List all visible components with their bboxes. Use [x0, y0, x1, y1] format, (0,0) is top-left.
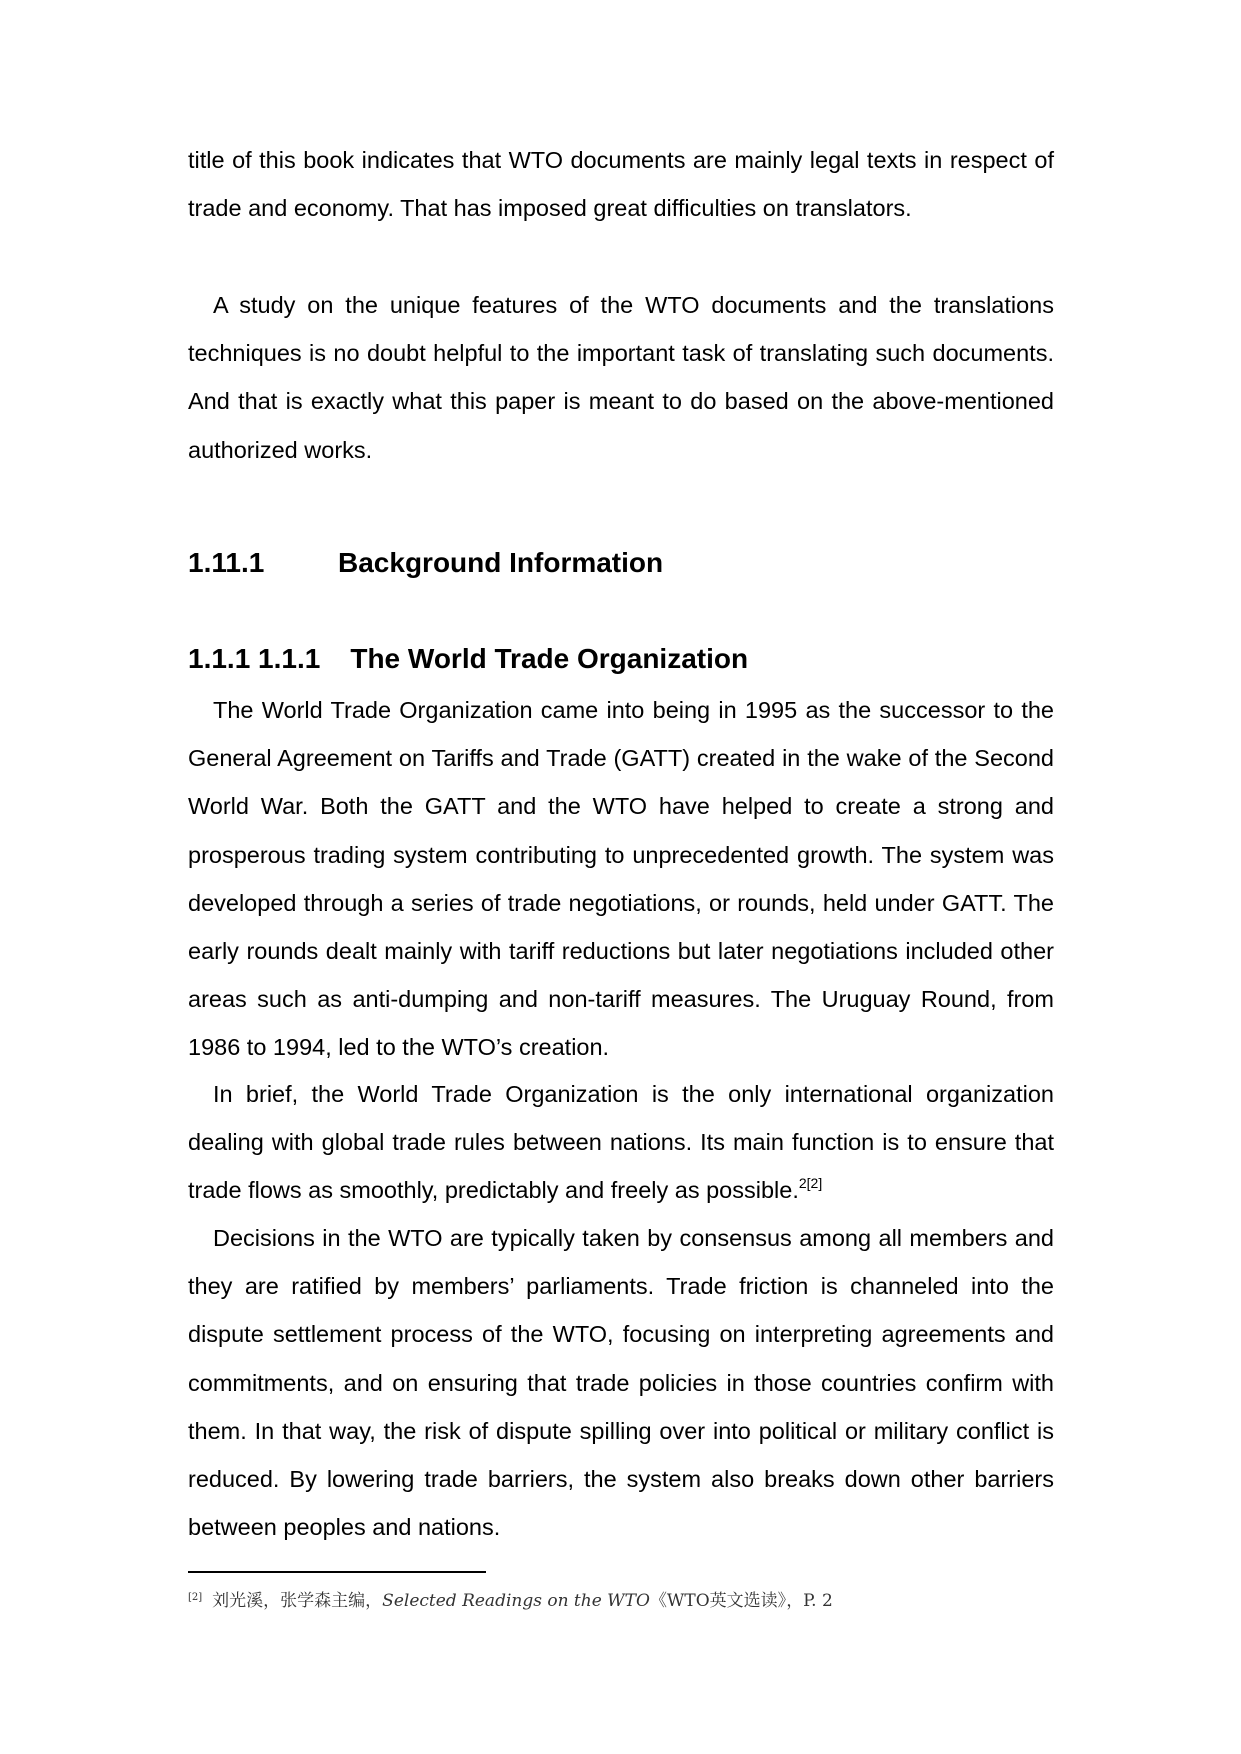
paragraph-intro-continued: [188, 136, 1054, 232]
paragraph-wto-brief: [188, 1070, 1054, 1215]
footnote-page: ，P. 2: [786, 1591, 833, 1611]
footnote-reference[interactable]: 2[2]: [798, 1175, 823, 1192]
paragraph-study-purpose: [188, 281, 1054, 474]
paragraph-text: In brief, the World Trade Organization is the only international organization dealing with global trade rules between nations. Its main function is to ensure that trade flows as smoothly, predictably and freely as possible.: [188, 1081, 1054, 1204]
paragraph-wto-decisions: [188, 1214, 1054, 1551]
footnote-book-title: Selected Readings on the WTO: [382, 1591, 650, 1611]
section-number: 1.11.1: [188, 547, 265, 578]
footnote-chinese-title: 《WTO英文选读》: [649, 1591, 787, 1611]
footnote: [188, 1586, 833, 1613]
subsection-title: The World Trade Organization: [350, 643, 749, 674]
subsection-heading: [188, 635, 748, 683]
paragraph-text: The World Trade Organization came into being in 1995 as the successor to the General Agreement on Tariffs and Trade (GATT) created in the wake of the Second World War. Both the GATT and the WTO have helped to create a strong and prosperous trading system contributing to unprecedented growth. The system was developed through a series of trade negotiations, or rounds, held under GATT. The early rounds dealt mainly with tariff reductions but later negotiations included other areas such as anti-dumping and non-tariff measures. The Uruguay Round, from 1986 to 1994, led to the WTO’s creation.: [188, 697, 1054, 1061]
paragraph-text: Decisions in the WTO are typically taken by consensus among all members and they are ratified by members’ parliaments. Trade friction is channeled into the dispute settlement process of the WTO, focusing on interpreting agreements and commitments, and on ensuring that trade policies in those countries confirm with them. In that way, the risk of dispute spilling over into political or military conflict is reduced. By lowering trade barriers, the system also breaks down other barriers between peoples and nations.: [188, 1225, 1054, 1541]
section-heading: [188, 539, 663, 587]
footnote-authors: 刘光溪，张学森主编，: [212, 1591, 383, 1611]
paragraph-text: A study on the unique features of the WTO documents and the translations techniques is no doubt helpful to the important task of translating such documents. And that is exactly what this paper is meant to do based on the above-mentioned authorized works.: [188, 292, 1054, 463]
section-title: Background Information: [338, 547, 664, 578]
footnote-separator: [188, 1571, 486, 1573]
footnote-mark: [2]: [188, 1592, 203, 1603]
subsection-number: 1.1.1 1.1.1: [188, 643, 321, 674]
paragraph-wto-history: [188, 686, 1054, 1072]
paragraph-text: title of this book indicates that WTO documents are mainly legal texts in respect of trade and economy. That has imposed great difficulties on translators.: [188, 147, 1054, 222]
